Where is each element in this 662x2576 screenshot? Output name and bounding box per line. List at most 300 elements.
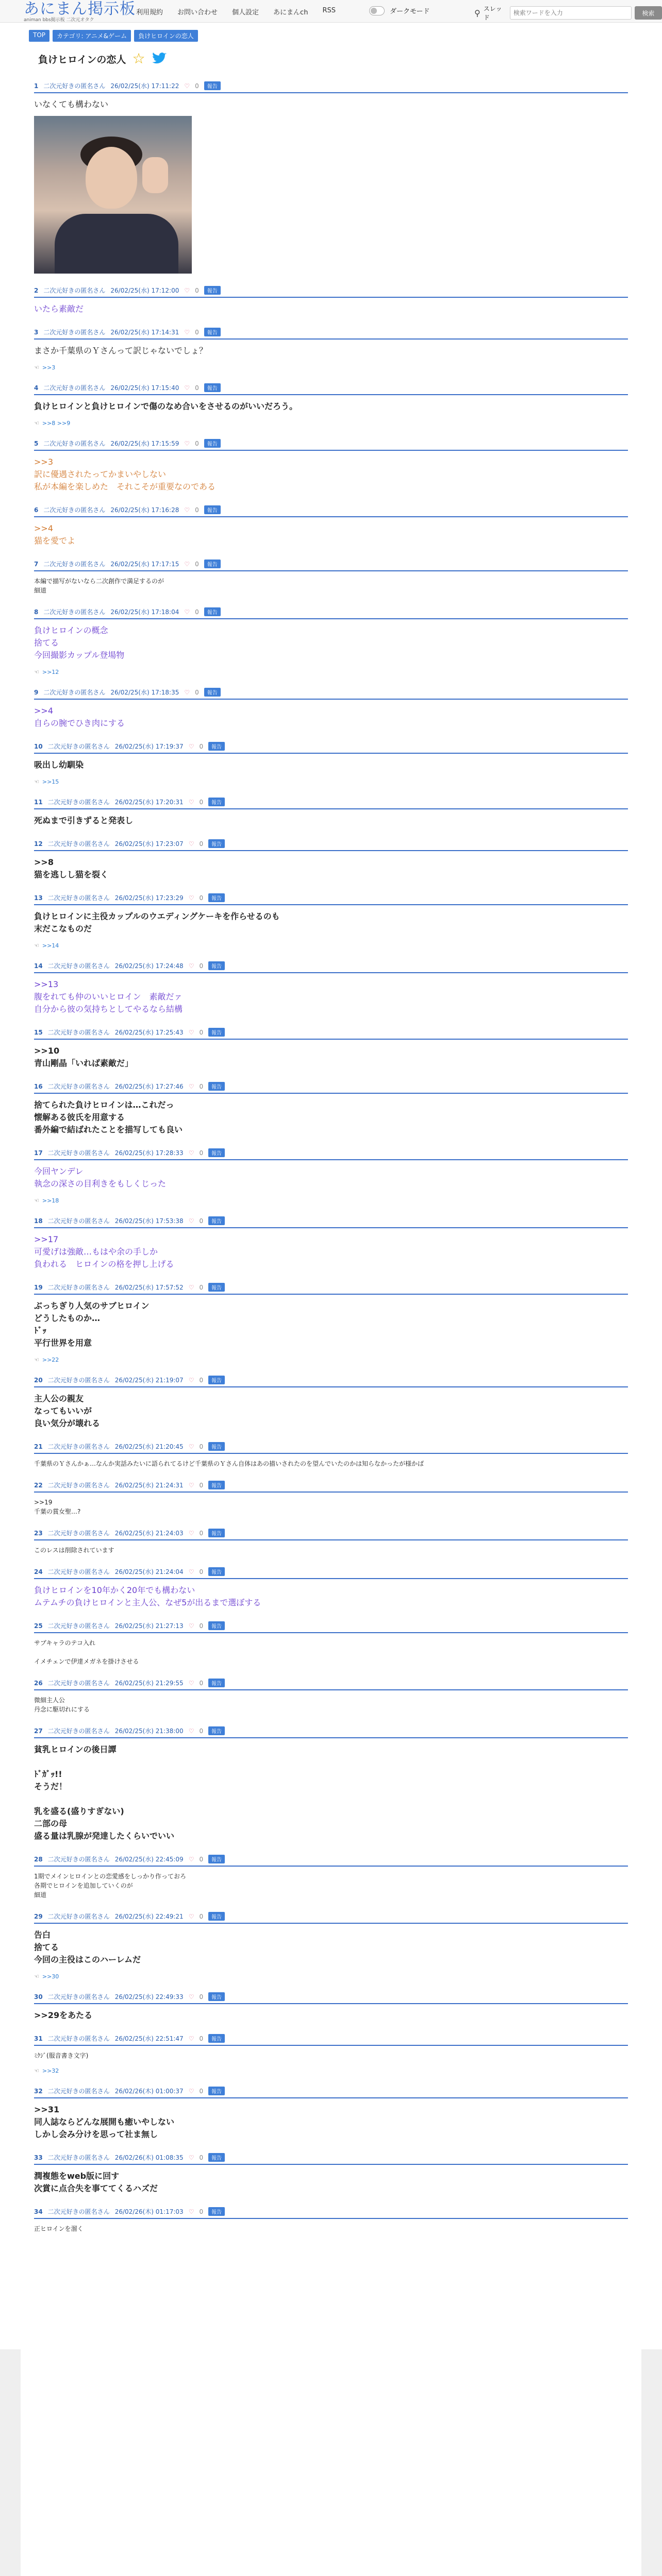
poster-name: 二次元好きの匿名さん (43, 608, 106, 616)
post-number[interactable]: 30 (34, 1993, 43, 2001)
post-header (34, 1992, 628, 2004)
post-number[interactable]: 1 (34, 82, 39, 90)
post (34, 81, 628, 274)
reply-link[interactable] (34, 364, 628, 371)
post-body: 千葉県のＹさんかぁ…なんか実話みたいに語られてるけど千葉県のＹさん自体はあの描いされたのを望んでいたのかは知らなかったが様かば (34, 1460, 424, 1467)
search-button[interactable]: 検索 (635, 6, 662, 20)
reply-link[interactable] (34, 1197, 628, 1204)
reply-anchor[interactable]: >>32 (42, 2067, 59, 2074)
reply-icon: ☜ (34, 942, 39, 949)
report-button[interactable]: 報告 (208, 1028, 225, 1037)
heart-icon[interactable]: ♡ (188, 1568, 194, 1575)
nav-link[interactable]: 利用規約 (136, 9, 163, 16)
post-body: ぶっちぎり人気のサブヒロイン どうしたものか… ﾄﾞｯ 平行世界を用意 (34, 1301, 150, 1348)
report-button[interactable]: 報告 (208, 1855, 225, 1863)
post (34, 742, 628, 785)
poster-name: 二次元好きの匿名さん (43, 506, 106, 514)
poster-name: 二次元好きの匿名さん (47, 1377, 110, 1384)
heart-icon[interactable]: ♡ (188, 1376, 194, 1384)
like-count: 0 (195, 439, 199, 447)
post-date: 26/02/25(水) 21:27:13 (114, 1622, 184, 1630)
post-header (34, 1442, 628, 1454)
post-header (34, 505, 628, 517)
breadcrumb-item[interactable]: カテゴリ: アニメ&ゲーム (53, 30, 131, 42)
heart-icon[interactable]: ♡ (184, 286, 190, 294)
post-number[interactable]: 34 (34, 2208, 43, 2215)
like-count: 0 (195, 328, 199, 336)
reply-icon: ☜ (34, 420, 39, 427)
like-count: 0 (195, 688, 199, 696)
heart-icon[interactable]: ♡ (188, 894, 194, 902)
post-date: 26/02/25(水) 21:29:55 (114, 1680, 184, 1687)
post-header (34, 1283, 628, 1295)
post-body: まさか千葉県のＹさんって訳じゃないでしょ？ (34, 346, 208, 355)
reply-anchor[interactable]: >>3 (42, 364, 56, 371)
post-date: 26/02/26(木) 01:17:03 (114, 2208, 184, 2215)
post (34, 1679, 628, 1714)
like-count: 0 (199, 1283, 204, 1291)
post-date: 26/02/25(水) 17:24:48 (114, 962, 184, 970)
like-count: 0 (199, 1568, 204, 1575)
like-count: 0 (199, 1149, 204, 1157)
post (34, 439, 628, 493)
post-header (34, 742, 628, 754)
post-number[interactable]: 9 (34, 688, 39, 696)
post-date: 26/02/25(水) 17:53:38 (114, 1217, 184, 1225)
post-photo[interactable] (34, 116, 192, 274)
report-button[interactable]: 報告 (204, 383, 221, 392)
search-bar (474, 4, 662, 22)
poster-name: 二次元好きの匿名さん (47, 1856, 110, 1863)
dark-mode-toggle[interactable] (369, 6, 429, 15)
post-body: 負けヒロインと負けヒロインで傷のなめ合いをさせるのがいいだろう。 (34, 401, 298, 411)
post-body: 貧乳ヒロインの後日譚 ﾄﾞｶﾞｯ!! そうだ！ 乳を盛る(盛りすぎない) 二部の母 盛る量は乳腺が発達したくらいでいい (34, 1744, 175, 1841)
reply-link[interactable] (34, 2067, 628, 2074)
report-button[interactable]: 報告 (204, 81, 221, 90)
heart-icon[interactable]: ♡ (188, 742, 194, 750)
heart-icon[interactable]: ♡ (188, 2087, 194, 2095)
report-button[interactable]: 報告 (208, 1082, 225, 1091)
photo-face (86, 147, 137, 209)
poster-name: 二次元好きの匿名さん (43, 329, 106, 336)
report-button[interactable]: 報告 (204, 439, 221, 448)
post-number[interactable]: 4 (34, 384, 39, 392)
reply-link[interactable] (34, 942, 628, 949)
heart-icon[interactable]: ♡ (184, 384, 190, 392)
poster-name: 二次元好きの匿名さん (47, 1029, 110, 1036)
post-number[interactable]: 8 (34, 608, 39, 616)
post-body: 負けヒロインに主役カップルのウエディングケーキを作らせるのも 末だこなものだ (34, 911, 280, 934)
post-number[interactable]: 15 (34, 1028, 43, 1036)
report-button[interactable]: 報告 (204, 505, 221, 514)
post-body: このレスは削除されています (34, 1547, 114, 1554)
reply-icon: ☜ (34, 778, 39, 785)
main-nav (136, 7, 336, 16)
post-number[interactable]: 7 (34, 560, 39, 568)
post-body: >>4 猫を愛でよ (34, 523, 76, 546)
post-number[interactable]: 31 (34, 2035, 43, 2042)
reply-link[interactable] (34, 420, 628, 427)
like-count: 0 (195, 82, 199, 90)
post-number[interactable]: 14 (34, 962, 43, 970)
poster-name: 二次元好きの匿名さん (47, 1482, 110, 1489)
post-header (34, 1529, 628, 1540)
report-button[interactable]: 報告 (208, 1567, 225, 1576)
post-header (34, 383, 628, 395)
post-number[interactable]: 12 (34, 840, 43, 848)
report-button[interactable]: 報告 (208, 1992, 225, 2001)
post-number[interactable]: 26 (34, 1679, 43, 1687)
report-button[interactable]: 報告 (208, 1442, 225, 1451)
post (34, 505, 628, 547)
post-body: いなくても構わない (34, 99, 109, 109)
post-date: 26/02/25(水) 17:17:15 (110, 561, 179, 568)
post-header (34, 961, 628, 973)
poster-name: 二次元好きの匿名さん (47, 840, 110, 848)
search-scope[interactable]: スレッド (483, 5, 502, 21)
post-body: >>10 青山剛晶「いれば素敵だ」 (34, 1046, 134, 1068)
report-button[interactable]: 報告 (208, 1529, 225, 1537)
post (34, 1283, 628, 1363)
post-date: 26/02/25(水) 17:18:04 (110, 608, 179, 616)
reply-anchor[interactable]: >>18 (42, 1197, 59, 1204)
post-date: 26/02/26(木) 01:00:37 (114, 2088, 184, 2095)
post (34, 1529, 628, 1555)
post-header (34, 2034, 628, 2046)
poster-name: 二次元好きの匿名さん (47, 743, 110, 750)
heart-icon[interactable]: ♡ (188, 1283, 194, 1291)
post-date: 26/02/25(水) 17:19:37 (114, 743, 184, 750)
post-number[interactable]: 33 (34, 2154, 43, 2161)
post (34, 893, 628, 949)
post-date: 26/02/25(水) 17:25:43 (114, 1029, 184, 1036)
reply-anchor[interactable]: >>30 (42, 1973, 59, 1980)
twitter-bird-icon[interactable] (152, 52, 167, 65)
post-number[interactable]: 5 (34, 439, 39, 447)
report-button[interactable]: 報告 (208, 961, 225, 970)
post (34, 1992, 628, 2022)
nav-link[interactable]: あにまんch (273, 9, 308, 16)
poster-name: 二次元好きの匿名さん (47, 2154, 110, 2161)
reply-anchor[interactable]: >>15 (42, 778, 59, 785)
post-header (34, 1726, 628, 1738)
report-button[interactable]: 報告 (208, 742, 225, 751)
post-date: 26/02/25(水) 17:20:31 (114, 799, 184, 806)
report-button[interactable]: 報告 (204, 560, 221, 568)
like-count: 0 (199, 1376, 204, 1384)
reply-anchor[interactable]: >>8 >>9 (42, 420, 71, 427)
report-button[interactable]: 報告 (204, 286, 221, 295)
star-icon[interactable]: ☆ (132, 50, 145, 67)
post-date: 26/02/26(木) 01:08:35 (114, 2154, 184, 2161)
post-body: >>8 猫を逃しし猫を裂く (34, 857, 109, 879)
post-number[interactable]: 6 (34, 506, 39, 514)
heart-icon[interactable]: ♡ (188, 1622, 194, 1630)
like-count: 0 (199, 1217, 204, 1225)
post-date: 26/02/25(水) 21:24:04 (114, 1568, 184, 1575)
post-header (34, 1567, 628, 1579)
heart-icon[interactable]: ♡ (184, 688, 190, 696)
like-count: 0 (199, 1082, 204, 1090)
heart-icon[interactable]: ♡ (188, 2208, 194, 2215)
reply-link[interactable] (34, 778, 628, 785)
report-button[interactable]: 報告 (208, 2087, 225, 2095)
poster-name: 二次元好きの匿名さん (47, 1284, 110, 1291)
post-header (34, 839, 628, 851)
poster-name: 二次元好きの匿名さん (43, 287, 106, 294)
heart-icon[interactable]: ♡ (188, 1481, 194, 1489)
reply-anchor[interactable]: >>12 (42, 669, 59, 675)
reply-icon: ☜ (34, 2067, 39, 2074)
heart-icon[interactable]: ♡ (184, 608, 190, 616)
post (34, 839, 628, 881)
like-count: 0 (199, 2087, 204, 2095)
report-button[interactable]: 報告 (208, 2207, 225, 2216)
like-count: 0 (199, 798, 204, 806)
post-header (34, 2153, 628, 2165)
post-number[interactable]: 32 (34, 2087, 43, 2095)
post-body: >>3 訳に優遇されたってかまいやしない 私が本編を楽しめた それこそが重要なのである (34, 457, 216, 492)
post-list (34, 81, 628, 2246)
reply-anchor[interactable]: >>22 (42, 1357, 59, 1363)
nav-link[interactable]: 個人設定 (232, 9, 259, 16)
post (34, 1567, 628, 1609)
post-header (34, 1082, 628, 1094)
post (34, 1028, 628, 1070)
poster-name: 二次元好きの匿名さん (43, 561, 106, 568)
heart-icon[interactable]: ♡ (188, 2154, 194, 2161)
poster-name: 二次元好きの匿名さん (43, 689, 106, 696)
reply-icon: ☜ (34, 1973, 39, 1980)
poster-name: 二次元好きの匿名さん (47, 2208, 110, 2215)
like-count: 0 (199, 1028, 204, 1036)
post-body: サブキャラのテコ入れ イメチェンで伊達メガネを掛けさせる (34, 1639, 139, 1665)
post-number[interactable]: 24 (34, 1568, 43, 1575)
reply-link[interactable] (34, 1973, 628, 1980)
post (34, 1442, 628, 1468)
heart-icon[interactable]: ♡ (188, 1912, 194, 1920)
reply-anchor[interactable]: >>14 (42, 942, 59, 949)
report-button[interactable]: 報告 (208, 2153, 225, 2162)
post-date: 26/02/25(水) 17:15:40 (110, 384, 179, 392)
poster-name: 二次元好きの匿名さん (47, 2088, 110, 2095)
poster-name: 二次元好きの匿名さん (47, 894, 110, 902)
post-body: 今回ヤンデレ 執念の深さの目利きをもしくじった (34, 1166, 167, 1189)
heart-icon[interactable]: ♡ (188, 2035, 194, 2042)
nav-link[interactable]: お問い合わせ (177, 9, 218, 16)
like-count: 0 (199, 1912, 204, 1920)
post (34, 688, 628, 730)
post-date: 26/02/25(水) 22:49:21 (114, 1913, 184, 1920)
report-button[interactable]: 報告 (208, 1148, 225, 1157)
post-number[interactable]: 10 (34, 742, 43, 750)
like-count: 0 (195, 286, 199, 294)
poster-name: 二次元好きの匿名さん (47, 1443, 110, 1450)
post-number[interactable]: 22 (34, 1481, 43, 1489)
post-header (34, 607, 628, 619)
like-count: 0 (199, 962, 204, 970)
like-count: 0 (199, 840, 204, 848)
like-count: 0 (199, 894, 204, 902)
heart-icon[interactable]: ♡ (184, 439, 190, 447)
thread-header (38, 52, 167, 66)
post-body: 負けヒロインを10年かく20年でも構わない ムテムチの負けヒロインと主人公、なぜ5が出るまで選ぼする (34, 1585, 261, 1607)
post-number[interactable]: 16 (34, 1082, 43, 1090)
post-header (34, 328, 628, 340)
post-body: >>4 自らの腕でひき肉にする (34, 706, 125, 728)
poster-name: 二次元好きの匿名さん (47, 1622, 110, 1630)
post-number[interactable]: 3 (34, 328, 39, 336)
heart-icon[interactable]: ♡ (188, 962, 194, 970)
report-button[interactable]: 報告 (208, 1621, 225, 1630)
heart-icon[interactable]: ♡ (188, 1217, 194, 1225)
post (34, 560, 628, 595)
post-number[interactable]: 28 (34, 1855, 43, 1863)
report-button[interactable]: 報告 (208, 2034, 225, 2043)
post-header (34, 1855, 628, 1867)
post-date: 26/02/25(水) 22:51:47 (114, 2035, 184, 2042)
post-body: 負けヒロインの概念 捨てる 今回撮影カップル登場物 (34, 625, 125, 660)
poster-name: 二次元好きの匿名さん (47, 799, 110, 806)
post-date: 26/02/25(水) 17:23:07 (114, 840, 184, 848)
nav-link[interactable]: RSS (322, 7, 336, 14)
poster-name: 二次元好きの匿名さん (47, 1217, 110, 1225)
heart-icon[interactable]: ♡ (188, 1028, 194, 1036)
report-button[interactable]: 報告 (208, 1726, 225, 1735)
post-number[interactable]: 27 (34, 1727, 43, 1735)
report-button[interactable]: 報告 (208, 1216, 225, 1225)
post-body: 1期でメインヒロインとの恋愛感をしっかり作っておろ 各期でヒロインを追加していくのが 細道 (34, 1873, 187, 1899)
post-date: 26/02/25(水) 17:23:29 (114, 894, 184, 902)
post-date: 26/02/25(水) 17:28:33 (114, 1149, 184, 1157)
photo-body-shape (55, 214, 178, 274)
post-header (34, 1621, 628, 1633)
like-count: 0 (199, 1679, 204, 1687)
like-count: 0 (199, 1993, 204, 2001)
post-header (34, 1148, 628, 1160)
poster-name: 二次元好きの匿名さん (47, 1149, 110, 1157)
post-date: 26/02/25(水) 22:49:33 (114, 1993, 184, 2001)
site-logo[interactable] (24, 1, 136, 23)
post-body: >>17 可愛げは強敵…もはや余の手しか 負われる ヒロインの格を押し上げる (34, 1234, 174, 1269)
like-count: 0 (195, 384, 199, 392)
report-button[interactable]: 報告 (204, 607, 221, 616)
post-number[interactable]: 17 (34, 1149, 43, 1157)
heart-icon[interactable]: ♡ (188, 1855, 194, 1863)
post-number[interactable]: 29 (34, 1912, 43, 1920)
post-date: 26/02/25(水) 21:24:03 (114, 1530, 184, 1537)
post-number[interactable]: 20 (34, 1376, 43, 1384)
breadcrumb-item[interactable]: TOP (29, 30, 49, 42)
reply-icon: ☜ (34, 1357, 39, 1363)
like-count: 0 (195, 506, 199, 514)
post-body: >>19 千葉の賞女聖…? (34, 1499, 81, 1515)
heart-icon[interactable]: ♡ (184, 328, 190, 336)
post-number[interactable]: 2 (34, 286, 39, 294)
post-body: ﾐｸｼﾞ(服音書き文字) (34, 2052, 89, 2059)
poster-name: 二次元好きの匿名さん (43, 82, 106, 90)
search-input[interactable] (510, 6, 632, 20)
report-button[interactable]: 報告 (204, 688, 221, 697)
reply-link[interactable] (34, 1357, 628, 1363)
report-button[interactable]: 報告 (208, 1481, 225, 1489)
heart-icon[interactable]: ♡ (188, 1529, 194, 1537)
post (34, 1082, 628, 1136)
heart-icon[interactable]: ♡ (188, 1082, 194, 1090)
like-count: 0 (195, 608, 199, 616)
report-button[interactable]: 報告 (204, 328, 221, 336)
heart-icon[interactable]: ♡ (188, 1993, 194, 2001)
report-button[interactable]: 報告 (208, 893, 225, 902)
heart-icon[interactable]: ♡ (188, 1443, 194, 1450)
report-button[interactable]: 報告 (208, 1912, 225, 1921)
post (34, 2207, 628, 2233)
post-date: 26/02/25(水) 21:20:45 (114, 1443, 184, 1450)
heart-icon[interactable]: ♡ (184, 560, 190, 568)
poster-name: 二次元好きの匿名さん (47, 1727, 110, 1735)
dark-mode-label: ダークモード (390, 8, 430, 15)
search-icon: ⚲ (474, 8, 481, 18)
report-button[interactable]: 報告 (208, 1376, 225, 1384)
like-count: 0 (199, 1529, 204, 1537)
like-count: 0 (199, 1622, 204, 1630)
post (34, 1726, 628, 1842)
post (34, 1148, 628, 1204)
post (34, 607, 628, 675)
post-date: 26/02/25(水) 21:24:31 (114, 1482, 184, 1489)
heart-icon[interactable]: ♡ (188, 1679, 194, 1687)
like-count: 0 (199, 1855, 204, 1863)
report-button[interactable]: 報告 (208, 1679, 225, 1687)
post-number[interactable]: 21 (34, 1443, 43, 1450)
toggle-switch[interactable] (369, 6, 385, 15)
post-date: 26/02/25(水) 22:45:09 (114, 1856, 184, 1863)
post (34, 2034, 628, 2074)
reply-link[interactable] (34, 669, 628, 675)
post-number[interactable]: 19 (34, 1283, 43, 1291)
heart-icon[interactable]: ♡ (188, 798, 194, 806)
heart-icon[interactable]: ♡ (188, 840, 194, 848)
post-body: 本編で描写がないなら二次創作で満足するのが 細道 (34, 578, 164, 594)
reply-icon: ☜ (34, 364, 39, 371)
heart-icon[interactable]: ♡ (184, 82, 190, 90)
post (34, 1376, 628, 1430)
post-number[interactable]: 25 (34, 1622, 43, 1630)
post-header (34, 798, 628, 809)
heart-icon[interactable]: ♡ (188, 1727, 194, 1735)
logo-text: あにまん掲示板 (24, 0, 136, 18)
post-header (34, 1216, 628, 1228)
post-number[interactable]: 13 (34, 894, 43, 902)
post-number[interactable]: 18 (34, 1217, 43, 1225)
report-button[interactable]: 報告 (208, 839, 225, 848)
heart-icon[interactable]: ♡ (188, 1149, 194, 1157)
report-button[interactable]: 報告 (208, 798, 225, 806)
post-date: 26/02/25(水) 17:16:28 (110, 506, 179, 514)
post-number[interactable]: 11 (34, 798, 43, 806)
post-date: 26/02/25(水) 17:15:59 (110, 440, 179, 447)
breadcrumb-item[interactable]: 負けヒロインの恋人 (134, 30, 198, 42)
like-count: 0 (195, 560, 199, 568)
heart-icon[interactable]: ♡ (184, 506, 190, 514)
post-header (34, 81, 628, 93)
photo-hand (142, 157, 168, 193)
post (34, 2087, 628, 2141)
like-count: 0 (199, 2035, 204, 2042)
report-button[interactable]: 報告 (208, 1283, 225, 1292)
post-header (34, 1481, 628, 1493)
post-number[interactable]: 23 (34, 1529, 43, 1537)
